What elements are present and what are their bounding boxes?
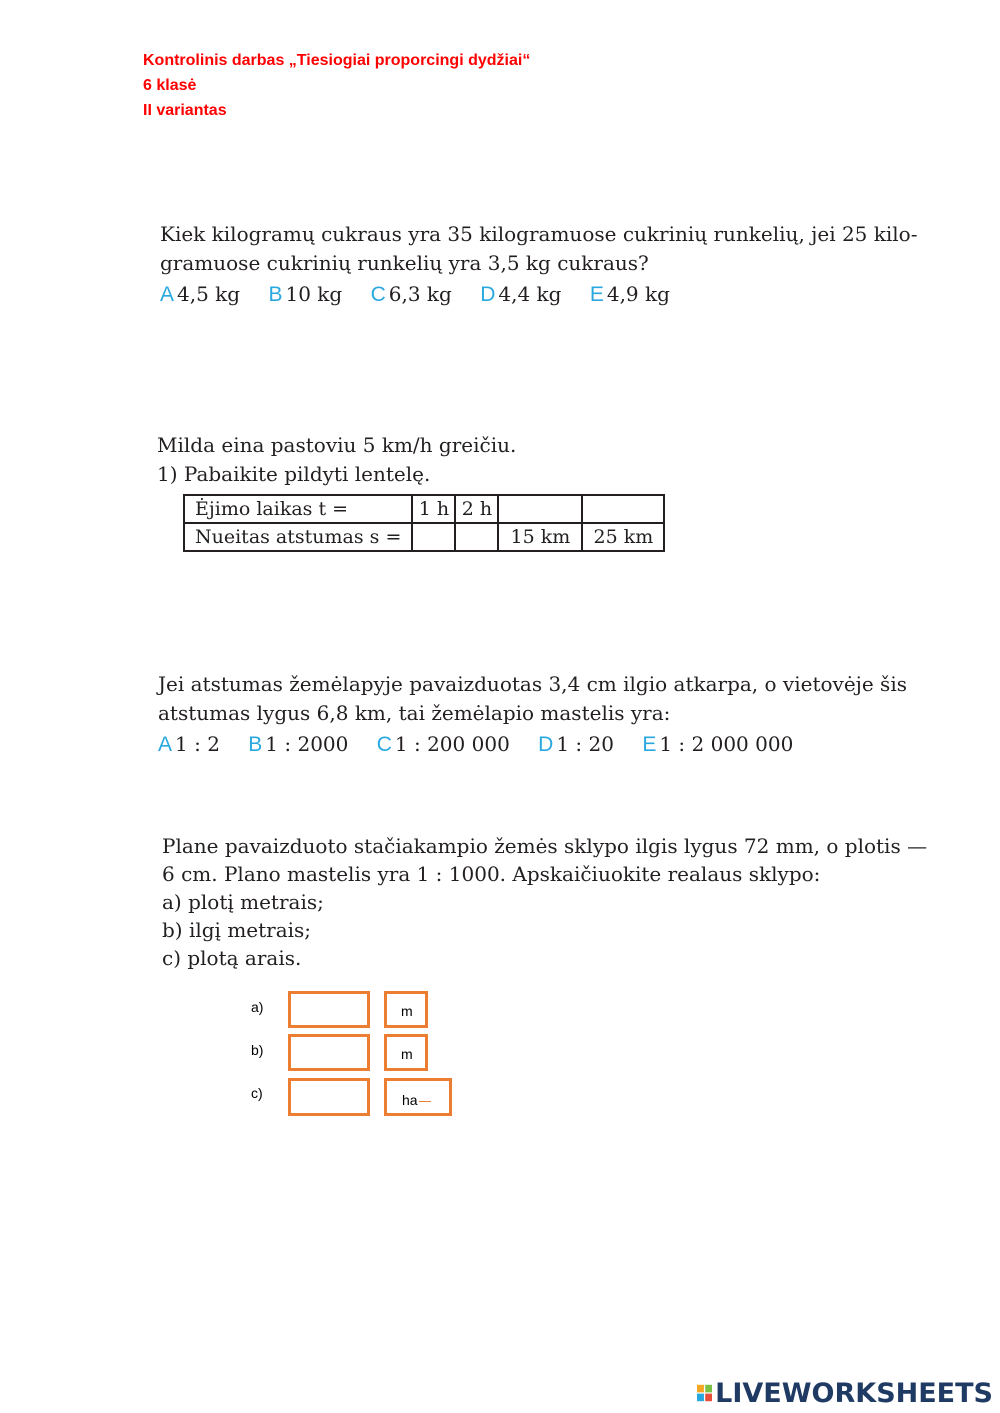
question-3	[158, 670, 907, 759]
option-d: D 1 : 20	[538, 732, 614, 756]
unit-box-b	[384, 1034, 428, 1071]
unit-box-a	[384, 991, 428, 1028]
grade-label: 6 klasė	[143, 77, 197, 94]
table-row-time	[184, 495, 664, 523]
question-3-options	[158, 730, 907, 759]
question-4-part-a: a) plotį metrais;	[162, 890, 324, 914]
question-4-part-b: b) ilgį metrais;	[162, 918, 312, 942]
unit-label-a: m	[401, 1003, 413, 1019]
option-e: E 1 : 2 000 000	[642, 732, 794, 756]
option-d: D 4,4 kg	[480, 282, 562, 306]
question-2	[157, 431, 516, 489]
question-1	[160, 220, 917, 309]
worksheet-header	[143, 48, 530, 123]
unit-select-c[interactable]	[384, 1078, 452, 1116]
table-cell: 1 h	[412, 495, 455, 523]
row-header-distance: Nueitas atstumas s =	[184, 523, 412, 551]
table-cell[interactable]	[498, 495, 582, 523]
table-cell: 2 h	[455, 495, 498, 523]
answer-input-b[interactable]	[288, 1034, 370, 1071]
row-header-time: Ėjimo laikas t =	[184, 495, 412, 523]
question-1-line-2: gramuose cukrinių runkelių yra 3,5 kg cukraus?	[160, 251, 649, 275]
liveworksheets-icon	[697, 1380, 712, 1406]
unit-label-b: m	[401, 1046, 413, 1062]
answer-label-a: a)	[251, 999, 264, 1015]
question-2-line-2: 1) Pabaikite pildyti lentelę.	[157, 462, 431, 486]
question-1-line-1: Kiek kilogramų cukraus yra 35 kilogramuose cukrinių runkelių, jei 25 kilo-	[160, 222, 918, 246]
table-cell[interactable]	[412, 523, 455, 551]
table-cell[interactable]	[582, 495, 664, 523]
option-c: C 6,3 kg	[370, 282, 452, 306]
question-4-line-2: 6 cm. Plano mastelis yra 1 : 1000. Apskaičiuokite realaus sklypo:	[162, 862, 821, 886]
table-cell[interactable]	[455, 523, 498, 551]
answer-label-c: c)	[251, 1085, 263, 1101]
question-1-options	[160, 280, 917, 309]
question-3-line-1: Jei atstumas žemėlapyje pavaizduotas 3,4 cm ilgio atkarpa, o vietovėje šis	[158, 672, 907, 696]
walking-table	[183, 494, 665, 552]
question-4	[162, 832, 927, 972]
option-c: C 1 : 200 000	[376, 732, 510, 756]
dropdown-indicator-icon	[419, 1101, 431, 1102]
unit-label-c: ha	[402, 1092, 418, 1108]
question-4-line-1: Plane pavaizduoto stačiakampio žemės sklypo ilgis lygus 72 mm, o plotis —	[162, 834, 928, 858]
option-a: A 4,5 kg	[160, 282, 241, 306]
table-row-distance	[184, 523, 664, 551]
answer-input-a[interactable]	[288, 991, 370, 1028]
table-cell: 25 km	[582, 523, 664, 551]
answer-input-c[interactable]	[288, 1078, 370, 1116]
option-a: A 1 : 2	[158, 732, 220, 756]
variant-label: II variantas	[143, 102, 227, 119]
question-3-line-2: atstumas lygus 6,8 km, tai žemėlapio mastelis yra:	[158, 701, 671, 725]
option-e: E 4,9 kg	[589, 282, 670, 306]
liveworksheets-logo	[697, 1378, 993, 1408]
question-2-line-1: Milda eina pastoviu 5 km/h greičiu.	[157, 433, 517, 457]
logo-text: LIVEWORKSHEETS	[715, 1377, 993, 1409]
question-4-part-c: c) plotą arais.	[162, 946, 302, 970]
table-cell: 15 km	[498, 523, 582, 551]
answer-label-b: b)	[251, 1042, 264, 1058]
worksheet-title: Kontrolinis darbas „Tiesiogiai proporcingi dydžiai“	[143, 52, 531, 69]
option-b: B 10 kg	[268, 282, 343, 306]
option-b: B 1 : 2000	[248, 732, 349, 756]
